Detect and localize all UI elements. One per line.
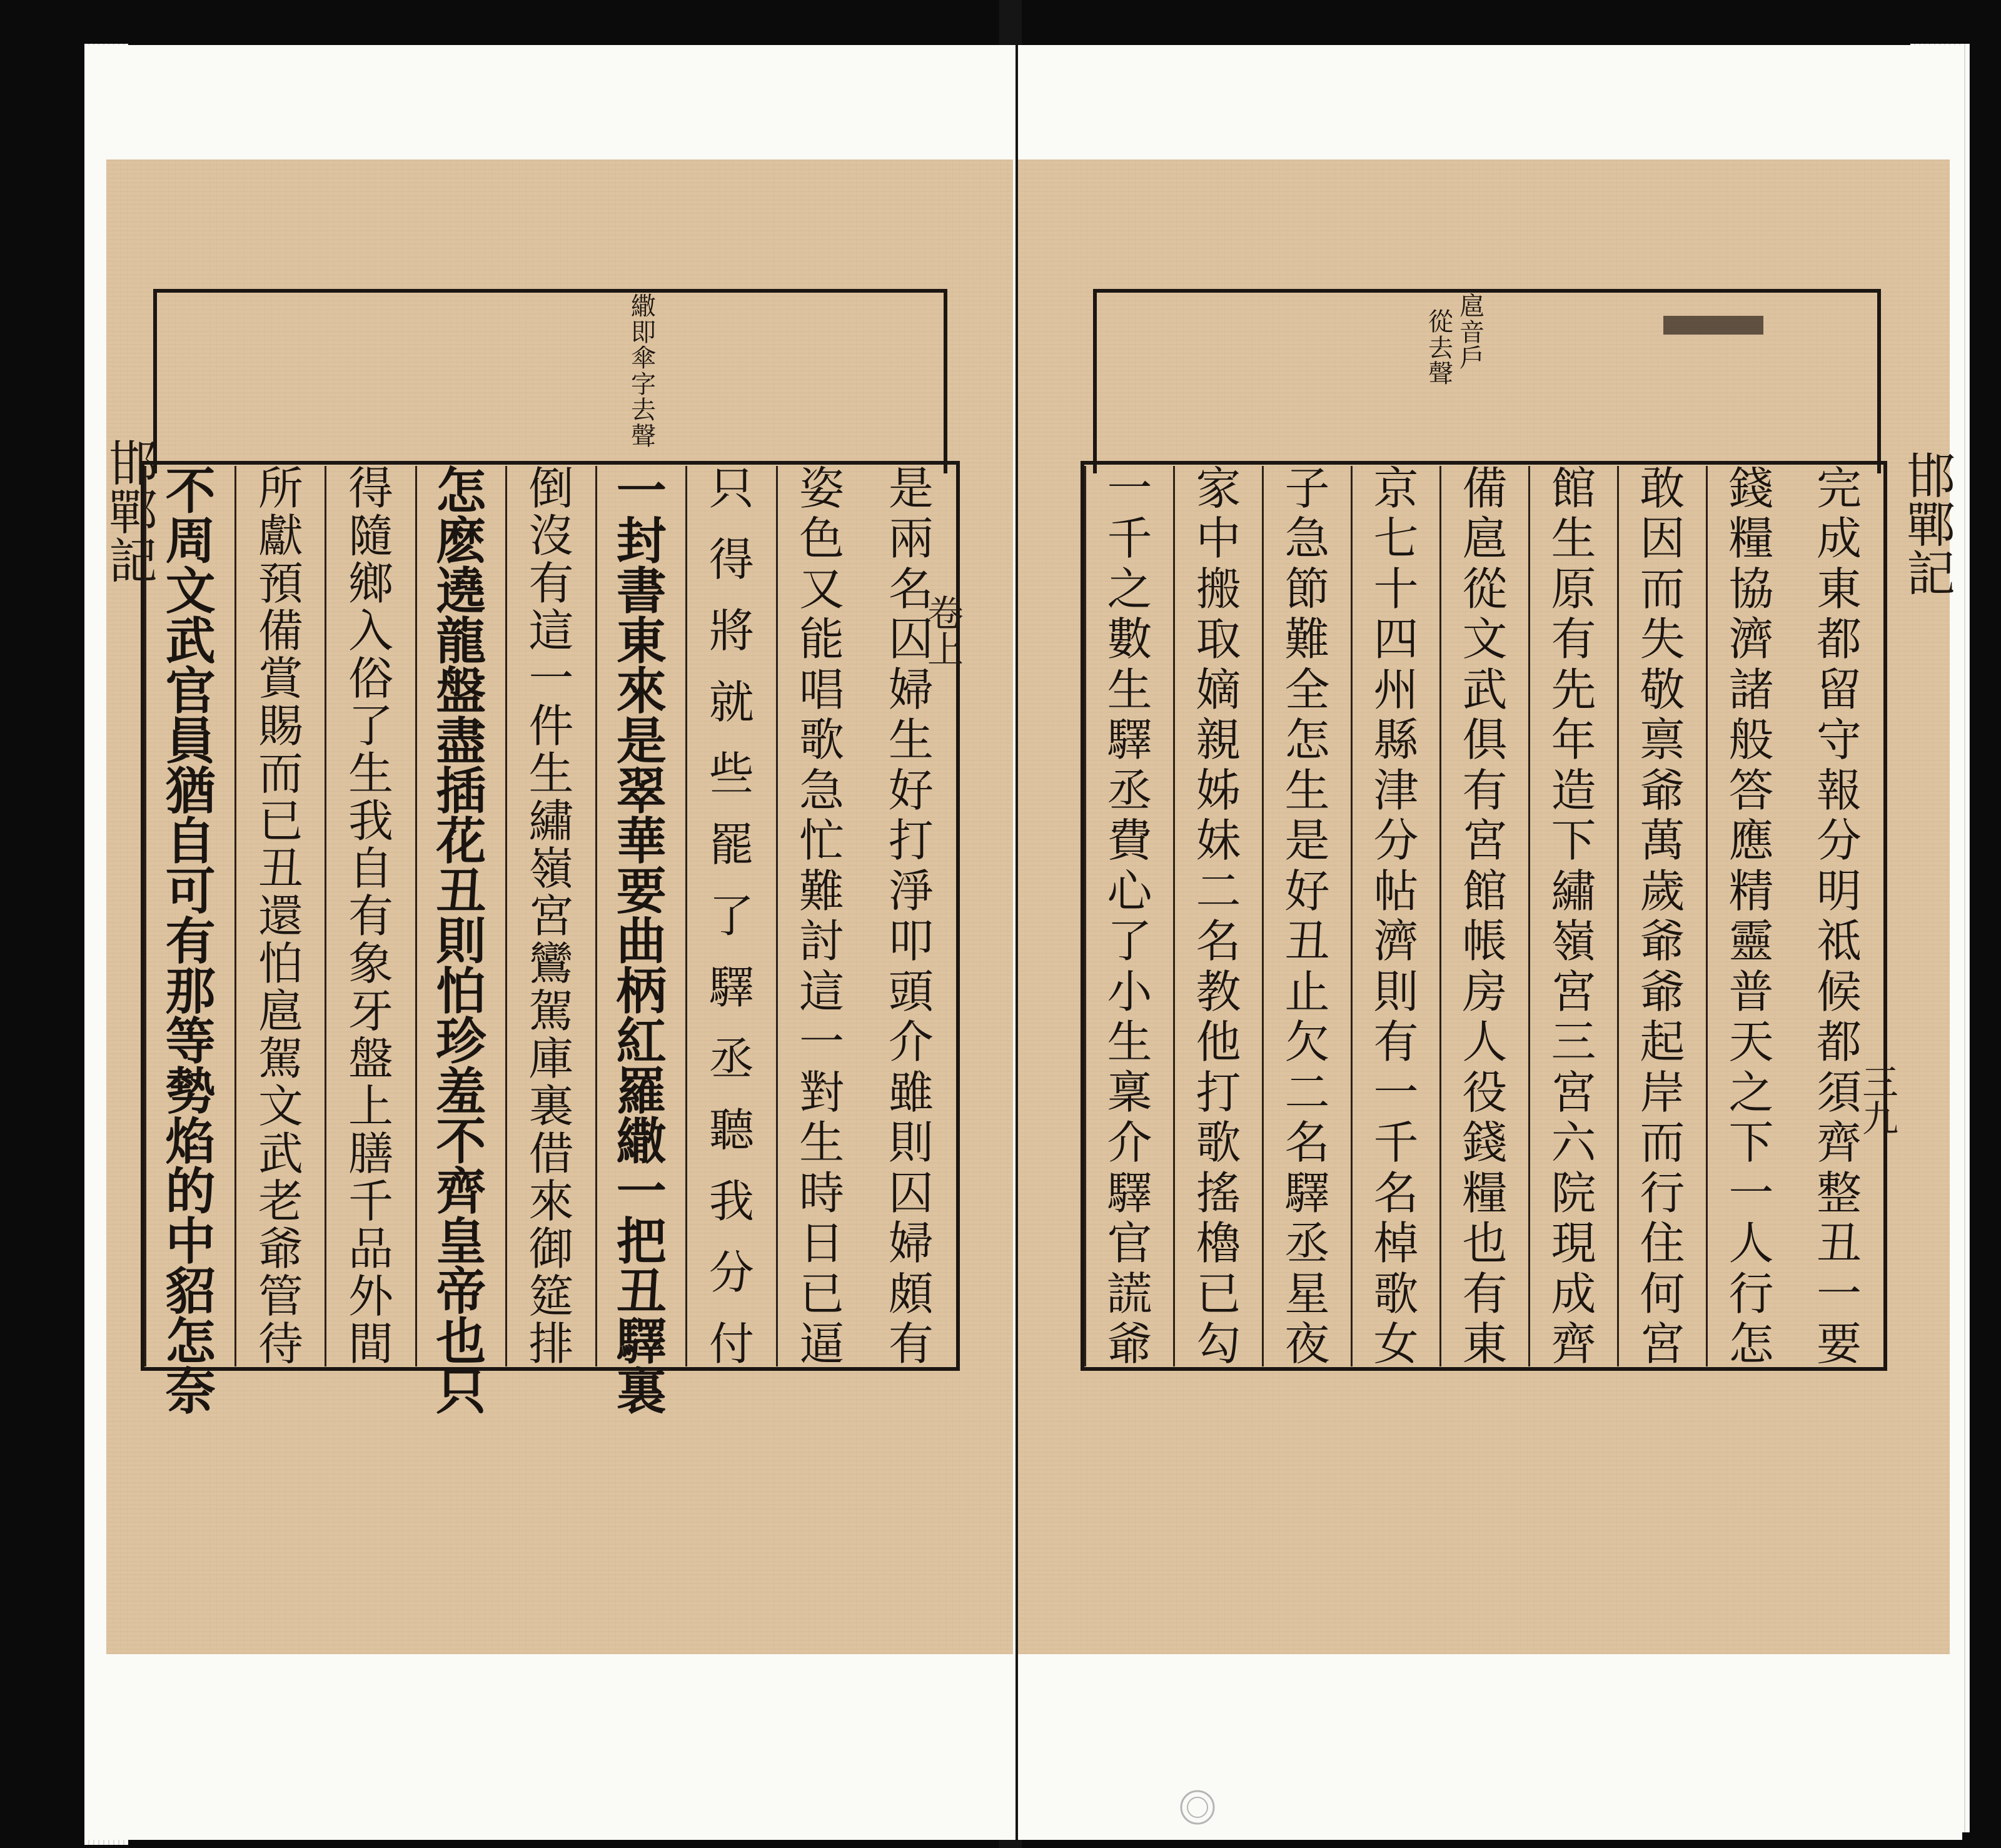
right-column-8: 家 中 搬 取 嫡 親 姊 妹 二 名 教 他 打 歌 搖 櫓 已 勾: [1173, 466, 1262, 1366]
right-column-6: 京 七 十 四 州 縣 津 分 帖 濟 則 有 一 千 名 棹 歌 女: [1351, 466, 1439, 1366]
left-column-9: 不 周 文 武 官 員 猶 自 可 有 那 等 勢 焰 的 中 貂 怎 奈: [144, 466, 234, 1366]
right-column-1: 完 成 東 都 留 守 報 分 明 祗 候 都 須 齊 整 丑 一 要: [1816, 462, 1862, 1370]
library-seal-icon: [1179, 1789, 1216, 1826]
right-edge-title: 邯鄲記: [1898, 450, 1955, 597]
left-column-6: 怎 麽 遶 龍 盤 盡 插 花 丑 則 怕 珍 羞 不 齊 皇 帝 也 只: [415, 466, 505, 1366]
library-stamp: [1179, 1789, 1216, 1826]
right-header-stamp-mark: [1663, 316, 1763, 335]
right-column-3: 敢 因 而 失 敬 禀 爺 萬 歲 爺 爺 起 岸 而 行 住 何 宮: [1617, 466, 1706, 1366]
left-column-4: 一 封 書 東 來 是 翠 華 要 曲 柄 紅 羅 繖 一 把 丑 驛 裏: [595, 466, 685, 1366]
left-column-2: 姿 色 又 能 唱 歌 急 忙 難 討 這 一 對 生 時 日 已 逼: [776, 466, 866, 1366]
left-edge-title: 邯鄲記: [101, 438, 157, 584]
right-column-7: 子 急 節 難 全 怎 生 是 好 丑 止 欠 二 名 驛 丞 星 夜: [1262, 466, 1351, 1366]
left-column-3: 只 得 將 就 些 罷 了 驛 丞 聽 我 分 付: [685, 466, 775, 1366]
right-column-9: 一 千 之 數 生 驛 丞 費 心 了 小 生 稟 介 驛 官 謊 爺: [1084, 466, 1173, 1366]
right-fold-text: 三九: [1856, 1063, 1898, 1136]
left-column-5: 倒 沒 有 這 一 件 生 繡 嶺 宮 鸞 駕 庫 裏 借 來 御 筵 排: [505, 466, 595, 1366]
left-column-7: 得 隨 鄉 入 俗 了 生 我 自 有 象 牙 盤 上 膳 千 品 外 間: [325, 466, 415, 1366]
right-header-note-1: 扈 音 戶: [1459, 292, 1484, 373]
left-header-note: 繖 即 傘 字 去 聲: [631, 292, 656, 451]
left-column-8: 所 獻 預 備 賞 賜 而 已 丑 還 怕 扈 駕 文 武 老 爺 管 待: [234, 466, 325, 1366]
left-column-1: 是 兩 名 囚 婦 生 好 打 淨 叩 頭 介 雖 則 囚 婦 頗 有: [888, 462, 934, 1370]
left-header-box: [153, 289, 947, 473]
left-fold-text: 卷上: [921, 594, 964, 667]
right-column-4: 館 生 原 有 先 年 造 下 繡 嶺 宮 三 宮 六 院 現 成 齊: [1528, 466, 1617, 1366]
right-column-5: 備 扈 從 文 武 俱 有 宮 館 帳 房 人 役 錢 糧 也 有 東: [1439, 466, 1528, 1366]
right-header-note-2: 從 去 聲: [1428, 308, 1453, 389]
right-column-2: 錢 糧 協 濟 諸 般 答 應 精 靈 普 天 之 下 一 人 行 怎: [1706, 466, 1795, 1366]
